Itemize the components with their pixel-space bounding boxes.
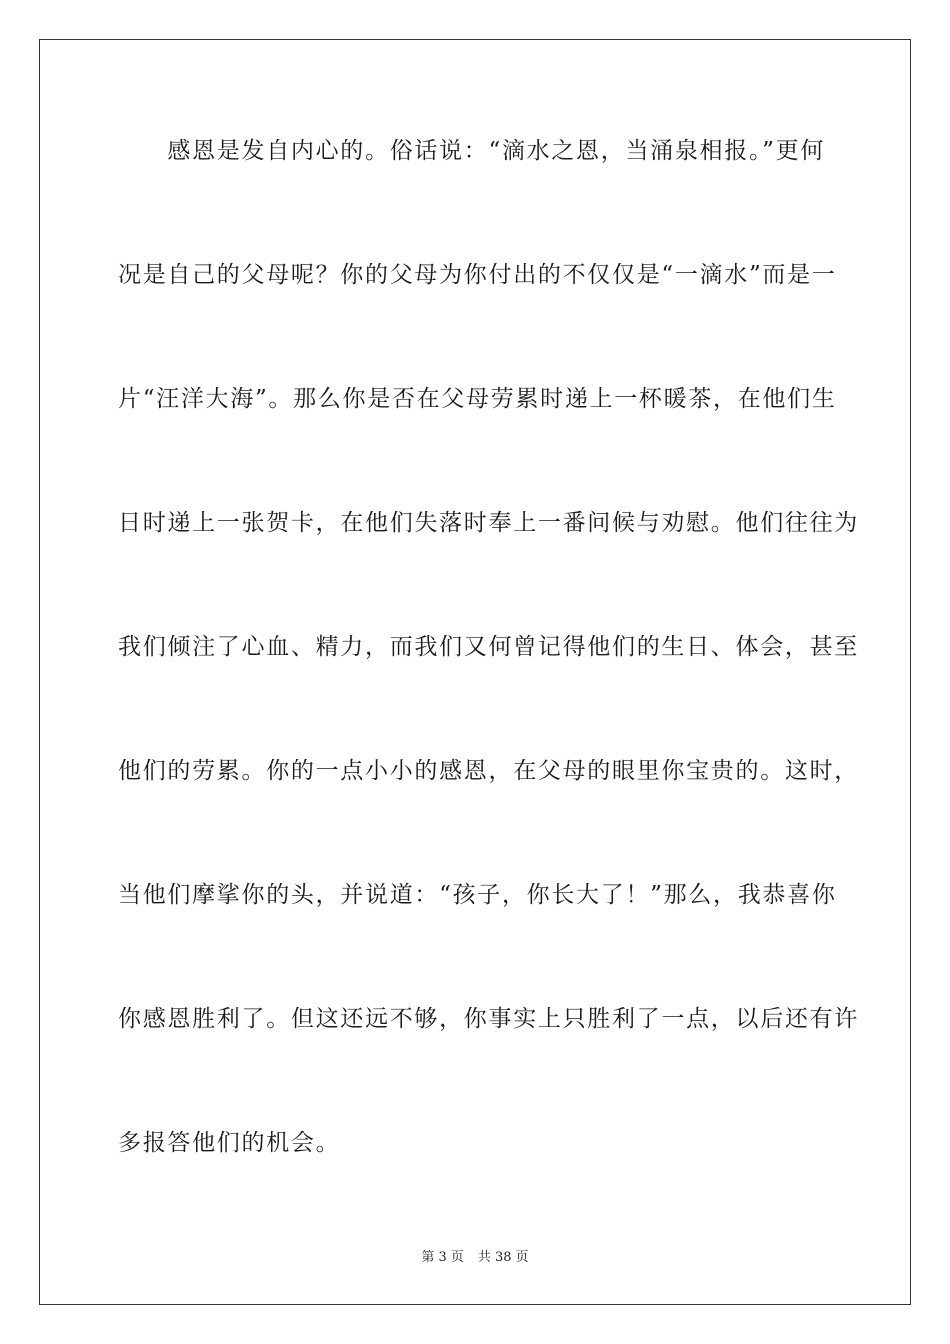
page-number: 第 3 页: [421, 1250, 464, 1265]
text-line: 多报答他们的机会。: [118, 1130, 341, 1156]
text-line: 片“汪洋大海”。那么你是否在父母劳累时递上一杯暖茶，在他们生: [118, 386, 837, 412]
total-pages: 共 38 页: [477, 1250, 529, 1265]
text-line: 感恩是发自内心的。俗话说：“滴水之恩，当涌泉相报。”更何: [118, 138, 826, 164]
text-line: 况是自己的父母呢？你的父母为你付出的不仅仅是“一滴水”而是一: [118, 262, 837, 288]
text-line: 当他们摩挲你的头，并说道：“孩子，你长大了！”那么，我恭喜你: [118, 882, 837, 908]
text-line: 日时递上一张贺卡，在他们失落时奉上一番问候与劝慰。他们往往为: [118, 510, 859, 536]
text-line: 我们倾注了心血、精力，而我们又何曾记得他们的生日、体会，甚至: [118, 634, 859, 660]
text-line: 你感恩胜利了。但这还远不够，你事实上只胜利了一点，以后还有许: [118, 1006, 859, 1032]
page-border: [39, 39, 911, 1305]
text-line: 他们的劳累。你的一点小小的感恩，在父母的眼里你宝贵的。这时，: [118, 758, 859, 784]
page-footer: [0, 1246, 950, 1265]
